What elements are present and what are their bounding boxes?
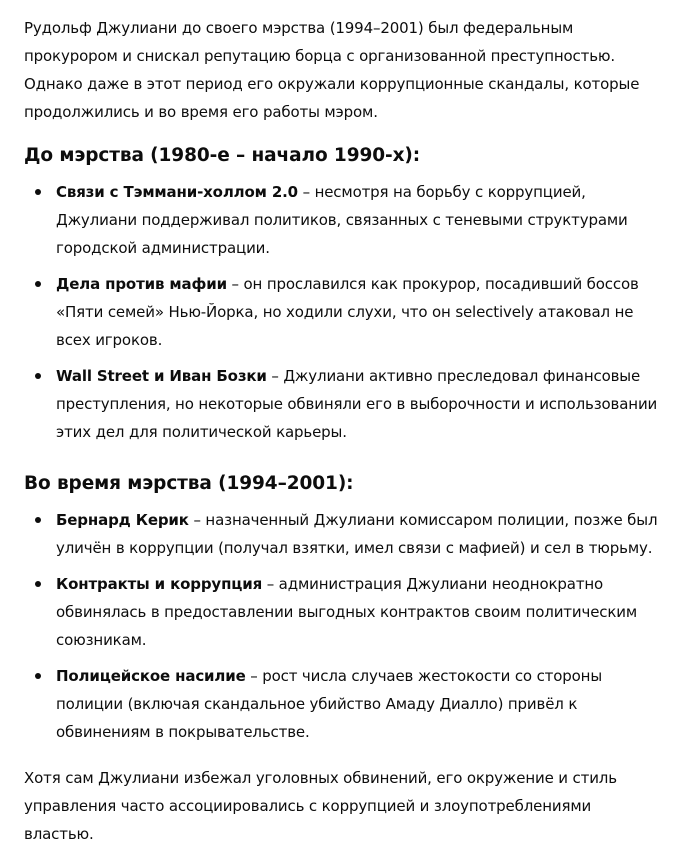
list-during-mayoralty	[24, 506, 664, 746]
list-item	[24, 362, 664, 446]
item-title: Дела против мафии	[56, 275, 227, 293]
item-text: – назначенный Джулиани комиссаром полиции, позже был уличён в коррупции (получал взятки, имел связи с мафией) и сел в тюрьму.	[56, 511, 658, 557]
item-text: – Джулиани активно преследовал финансовые преступления, но некоторые обвиняли его в выборочности и использовании этих дел для политической карьеры.	[56, 367, 658, 441]
list-item	[24, 270, 664, 354]
list-item	[24, 662, 664, 746]
item-text: – он прославился как прокурор, посадивший боссов «Пяти семей» Нью-Йорка, но ходили слухи, что он selectively атаковал не всех игроков.	[56, 275, 639, 349]
item-title: Wall Street и Иван Бозки	[56, 367, 267, 385]
list-item	[24, 570, 664, 654]
item-title: Связи с Тэммани-холлом 2.0	[56, 183, 298, 201]
bullet-icon	[35, 517, 41, 523]
intro-paragraph: Рудольф Джулиани до своего мэрства (1994–2001) был федеральным прокурором и снискал репутацию борца с организованной преступностью. Однако даже в этот период его окружали коррупционные скандалы, которые продолжились и во время его работы мэром.	[24, 19, 640, 121]
section-heading-before-mayoralty: До мэрства (1980-е – начало 1990-х):	[24, 145, 421, 166]
list-item	[24, 178, 664, 262]
item-title: Бернард Керик	[56, 511, 189, 529]
list-item	[24, 506, 664, 562]
item-text: – несмотря на борьбу с коррупцией, Джулиани поддерживал политиков, связанных с теневыми структурами городской администрации.	[56, 183, 628, 257]
bullet-icon	[35, 673, 41, 679]
closing-paragraph: Хотя сам Джулиани избежал уголовных обвинений, его окружение и стиль управления часто ассоциировались с коррупцией и злоупотреблениями властью.	[24, 769, 617, 843]
bullet-icon	[35, 281, 41, 287]
item-text: – администрация Джулиани неоднократно обвинялась в предоставлении выгодных контрактов своим политическим союзникам.	[56, 575, 638, 649]
list-before-mayoralty	[24, 178, 664, 446]
bullet-icon	[35, 581, 41, 587]
bullet-icon	[35, 373, 41, 379]
item-title: Полицейское насилие	[56, 667, 246, 685]
item-title: Контракты и коррупция	[56, 575, 263, 593]
section-heading-during-mayoralty: Во время мэрства (1994–2001):	[24, 473, 354, 494]
bullet-icon	[35, 189, 41, 195]
item-text: – рост числа случаев жестокости со стороны полиции (включая скандальное убийство Амаду Диалло) привёл к обвинениям в покрывательстве.	[56, 667, 603, 741]
